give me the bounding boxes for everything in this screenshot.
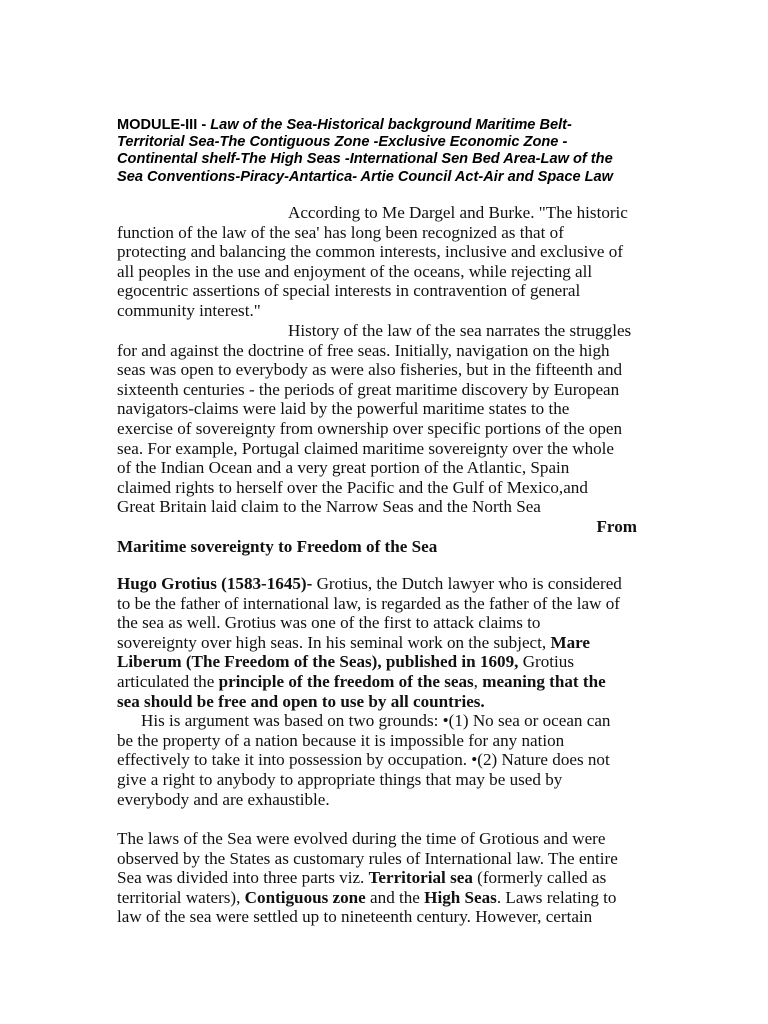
meaning-bold-cont: sea should be free and open to use by all countries. <box>117 691 485 711</box>
book-title: Mare <box>550 632 590 652</box>
text-line: give a right to anybody to appropriate things that may be used by <box>117 769 563 789</box>
text-line: History of the law of the sea narrates the struggles <box>288 321 632 340</box>
paragraph-history <box>117 321 657 556</box>
text-line: law of the sea were settled up to nineteenth century. However, certain <box>117 907 593 927</box>
text-run: and the <box>365 887 425 907</box>
text-line: navigators-claims were laid by the powerful maritime states to the <box>117 399 570 419</box>
heading-line: Territorial Sea-The Contiguous Zone -Exclusive Economic Zone - <box>117 134 568 151</box>
text-line: seas was open to everybody as were also fisheries, but in the fifteenth and <box>117 360 623 380</box>
text-line: protecting and balancing the common interests, inclusive and exclusive of <box>117 242 624 262</box>
text-line: observed by the States as customary rules of International law. The entire <box>117 848 618 868</box>
principle-bold: principle of the freedom of the seas <box>218 671 474 691</box>
section-title: Maritime sovereignty to Freedom of the Sea <box>117 536 438 556</box>
text-line: According to Me Dargel and Burke. "The historic <box>288 203 628 222</box>
heading-line: Law of the Sea-Historical background Maritime Belt- <box>210 117 572 133</box>
text-line: for and against the doctrine of free seas. Initially, navigation on the high <box>117 340 610 360</box>
contiguous-zone-bold: Contiguous zone <box>244 887 366 907</box>
text-line: function of the law of the sea' has long been recognized as that of <box>117 222 564 242</box>
text-line: all peoples in the use and enjoyment of the oceans, while rejecting all <box>117 261 593 281</box>
text-line: effectively to take it into possession by occupation. •(2) Nature does not <box>117 750 610 770</box>
text-run: Grotius, the Dutch lawyer who is considered <box>312 574 622 593</box>
heading-line: Sea Conventions-Piracy-Antartica- Artie Council Act-Air and Space Law <box>117 168 614 185</box>
text-run: sovereignty over high seas. In his seminal work on the subject, <box>117 632 551 652</box>
text-line: His is argument was based on two grounds: •(1) No sea or ocean can <box>141 711 611 731</box>
text-run: articulated the <box>117 671 219 691</box>
text-line: exercise of sovereignty from ownership over specific portions of the open <box>117 418 623 438</box>
text-line: sixteenth centuries - the periods of great maritime discovery by European <box>117 379 620 399</box>
text-line: sea. For example, Portugal claimed maritime sovereignty over the whole <box>117 438 614 458</box>
text-line: claimed rights to herself over the Pacific and the Gulf of Mexico,and <box>117 477 588 497</box>
text-run: , <box>473 671 483 691</box>
text-run: Grotius <box>518 652 574 672</box>
text-line: egocentric assertions of special interests in contravention of general <box>117 281 581 301</box>
text-line: to be the father of international law, is regarded as the father of the law of <box>117 593 620 613</box>
text-run: (formerly called as <box>472 868 607 888</box>
text-line: the sea as well. Grotius was one of the first to attack claims to <box>117 613 541 633</box>
text-run: Sea was divided into three parts viz. <box>117 868 369 888</box>
module-label: MODULE-III - <box>117 117 211 133</box>
paragraph-grotius <box>117 574 657 809</box>
paragraph-quote <box>117 203 657 321</box>
text-line: be the property of a nation because it is impossible for any nation <box>117 730 565 750</box>
high-seas-bold: High Seas <box>424 887 497 907</box>
text-line: of the Indian Ocean and a very great portion of the Atlantic, Spain <box>117 458 570 478</box>
text-run: . Laws relating to <box>496 887 617 907</box>
meaning-bold: meaning that the <box>482 671 606 691</box>
paragraph-laws <box>117 829 657 927</box>
territorial-sea-bold: Territorial sea <box>368 868 473 888</box>
book-title-cont: Liberum (The Freedom of the Seas), published in 1609, <box>117 652 519 672</box>
grotius-name: Hugo Grotius (1583-1645)- <box>117 574 313 593</box>
from-label: From <box>596 516 637 536</box>
text-line: community interest." <box>117 300 261 320</box>
text-line: everybody and are exhaustible. <box>117 789 330 809</box>
text-line: The laws of the Sea were evolved during the time of Grotious and were <box>117 829 606 848</box>
text-run: territorial waters), <box>117 887 245 907</box>
text-line: Great Britain laid claim to the Narrow Seas and the North Sea <box>117 497 541 517</box>
module-heading <box>117 117 657 186</box>
heading-line: Continental shelf-The High Seas -International Sen Bed Area-Law of the <box>117 151 613 168</box>
